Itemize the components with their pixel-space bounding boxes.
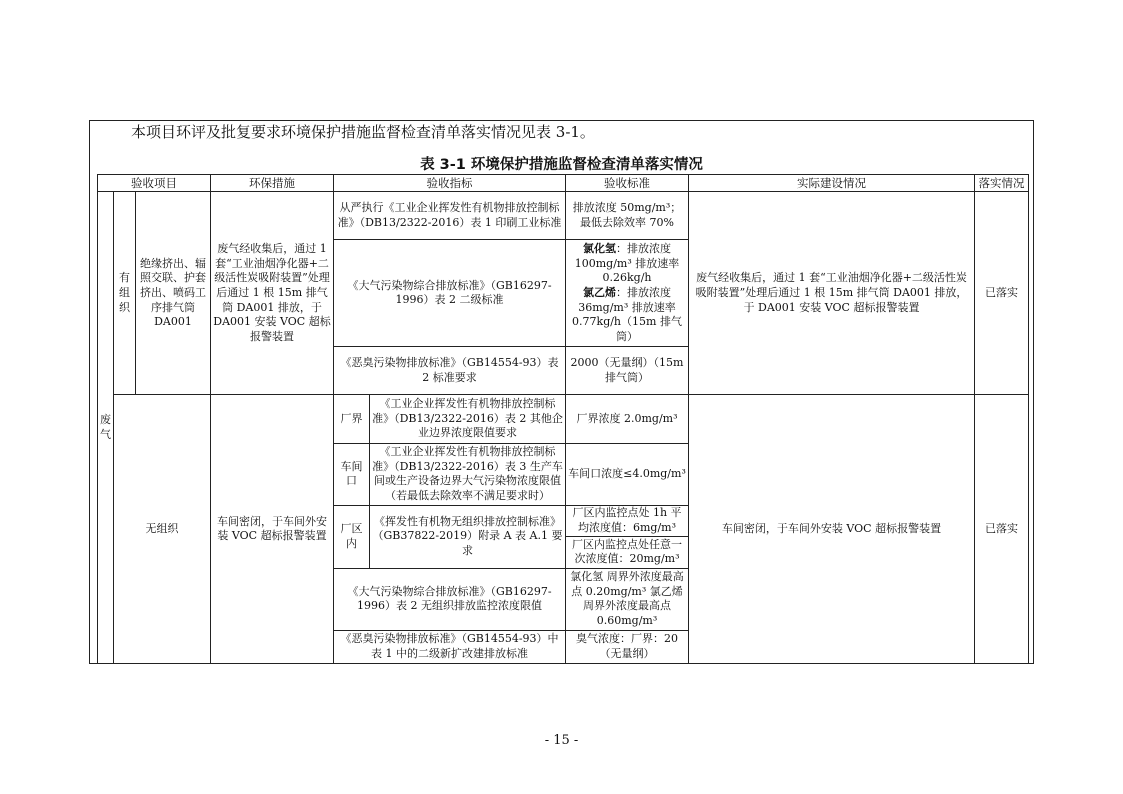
intro-text: 本项目环评及批复要求环境保护措施监督检查清单落实情况见表 3-1。 — [131, 123, 595, 141]
indicator-cell: 《大气污染物综合排放标准》（GB16297-1996）表 2 二级标准 — [334, 240, 566, 347]
organized-source: 绝缘挤出、辐照交联、护套挤出、喷码工序排气筒DA001 — [136, 192, 211, 395]
standard-cell: 2000（无量纲）（15m 排气筒） — [566, 347, 689, 395]
organized-measure: 废气经收集后，通过 1 套“工业油烟净化器+二级活性炭吸附装置”处理后通过 1 根 15m 排气筒 DA001 排放，于 DA001 安装 VOC 超标报警装置 — [211, 192, 334, 395]
unorganized-status: 已落实 — [975, 395, 1029, 664]
pollutant-name: 氯乙烯 — [583, 285, 616, 299]
standard-cell: 排放浓度 50mg/m³；最低去除效率 70% — [566, 192, 689, 240]
location-cell: 厂区内 — [334, 505, 370, 568]
header-indicator: 验收指标 — [334, 175, 566, 192]
standard-cell: 氯化氢 周界外浓度最高点 0.20mg/m³ 氯乙烯 周界外浓度最高点 0.60mg/m³ — [566, 568, 689, 630]
unorganized-label: 无组织 — [114, 395, 211, 664]
indicator-cell: 《挥发性有机物无组织排放控制标准》（GB37822-2019）附录 A 表 A.1 要求 — [370, 505, 566, 568]
inspection-table — [97, 174, 1029, 664]
indicator-cell: 《工业企业挥发性有机物排放控制标准》（DB13/2322-2016）表 3 生产车间或生产设备边界大气污染物浓度限值（若最低去除效率不满足要求时） — [370, 443, 566, 505]
standard-cell — [566, 240, 689, 347]
page-number: - 15 - — [544, 733, 579, 748]
indicator-cell: 《恶臭污染物排放标准》（GB14554-93）中表 1 中的二级新扩改建排放标准 — [334, 630, 566, 663]
location-cell: 车间口 — [334, 443, 370, 505]
indicator-cell: 从严执行《工业企业挥发性有机物排放控制标准》（DB13/2322-2016）表 1 印刷工业标准 — [334, 192, 566, 240]
standard-cell: 车间口浓度≤4.0mg/m³ — [566, 443, 689, 505]
standard-cell: 臭气浓度：厂界：20（无量纲） — [566, 630, 689, 663]
table-title: 表 3-1 环境保护措施监督检查清单落实情况 — [420, 157, 703, 173]
standard-cell: 厂界浓度 2.0mg/m³ — [566, 395, 689, 443]
header-standard: 验收标准 — [566, 175, 689, 192]
indicator-cell: 《大气污染物综合排放标准》（GB16297-1996）表 2 无组织排放监控浓度限值 — [334, 568, 566, 630]
indicator-cell: 《工业企业挥发性有机物排放控制标准》（DB13/2322-2016）表 2 其他企业边界浓度限值要求 — [370, 395, 566, 443]
standard-subcell: 厂区内监控点处任意一次浓度值：20mg/m³ — [572, 537, 682, 566]
header-item: 验收项目 — [98, 175, 211, 192]
indicator-cell: 《恶臭污染物排放标准》（GB14554-93）表 2 标准要求 — [334, 347, 566, 395]
organized-actual: 废气经收集后，通过 1 套“工业油烟净化器+二级活性炭吸附装置”处理后通过 1 根 15m 排气筒 DA001 排放，于 DA001 安装 VOC 超标报警装置 — [689, 192, 975, 395]
organized-label: 有组织 — [114, 192, 136, 395]
header-status: 落实情况 — [975, 175, 1029, 192]
standard-cell — [566, 505, 689, 568]
header-measure: 环保措施 — [211, 175, 334, 192]
pollutant-limit: ：排放浓度 100mg/m³ 排放速率 0.26kg/h — [574, 242, 680, 285]
header-actual: 实际建设情况 — [689, 175, 975, 192]
pollutant-name: 氯化氢 — [583, 242, 616, 256]
standard-subcell: 厂区内监控点处 1h 平均浓度值：6mg/m³ — [566, 506, 688, 537]
category-cell: 废气 — [98, 192, 114, 664]
unorganized-actual: 车间密闭，于车间外安装 VOC 超标报警装置 — [689, 395, 975, 664]
pollutant-limit: ：排放浓度 36mg/m³ 排放速率 0.77kg/h（15m 排气筒） — [572, 285, 682, 343]
unorganized-measure: 车间密闭，于车间外安装 VOC 超标报警装置 — [211, 395, 334, 664]
location-cell: 厂界 — [334, 395, 370, 443]
organized-status: 已落实 — [975, 192, 1029, 395]
